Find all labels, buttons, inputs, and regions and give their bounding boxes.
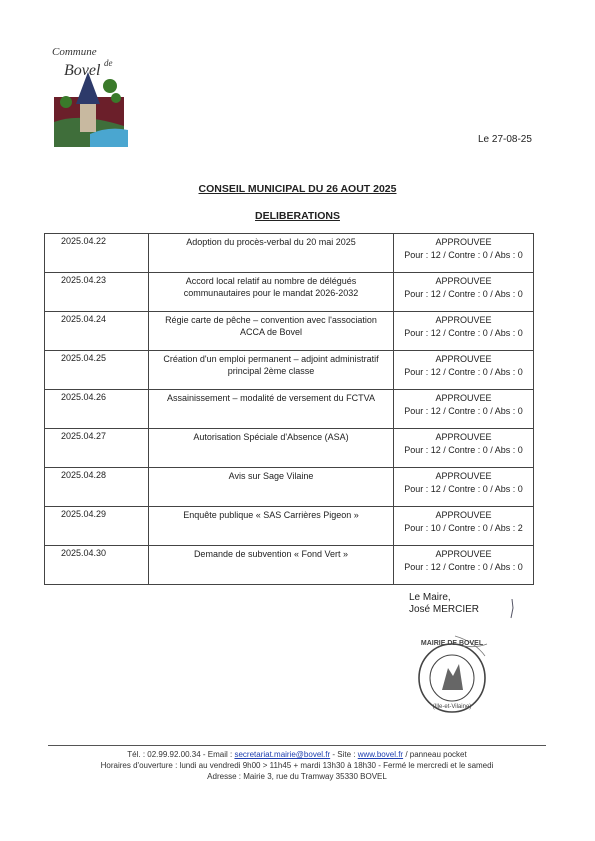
result-status: APPROUVEE <box>435 432 492 442</box>
deliberation-result <box>394 312 534 351</box>
logo-text-bovel: Bovel <box>64 62 101 79</box>
table-row <box>45 312 534 351</box>
deliberation-number: 2025.04.28 <box>45 468 149 507</box>
deliberation-number: 2025.04.24 <box>45 312 149 351</box>
deliberation-subject: Assainissement – modalité de versement du FCTVA <box>149 390 394 429</box>
logo-text-commune: Commune <box>52 46 97 58</box>
deliberation-result <box>394 429 534 468</box>
deliberation-number: 2025.04.29 <box>45 507 149 546</box>
stamp-text-bottom: (Ille-et-Vilaine) <box>432 704 472 710</box>
deliberation-subject: Régie carte de pêche – convention avec l'association ACCA de Bovel <box>149 312 394 351</box>
footer-email-link[interactable]: secretariat.mairie@bovel.fr <box>234 750 331 759</box>
table-row <box>45 468 534 507</box>
result-status: APPROUVEE <box>435 276 492 286</box>
result-status: APPROUVEE <box>435 354 492 364</box>
result-votes: Pour : 10 / Contre : 0 / Abs : 2 <box>404 523 523 533</box>
result-votes: Pour : 12 / Contre : 0 / Abs : 0 <box>404 484 523 494</box>
deliberation-number: 2025.04.23 <box>45 273 149 312</box>
deliberation-number: 2025.04.25 <box>45 351 149 390</box>
deliberation-subject: Adoption du procès-verbal du 20 mai 2025 <box>149 234 394 273</box>
table-row <box>45 429 534 468</box>
footer-address: Adresse : Mairie 3, rue du Tramway 35330 BOVEL <box>207 772 387 781</box>
result-votes: Pour : 12 / Contre : 0 / Abs : 0 <box>404 562 523 572</box>
table-row <box>45 351 534 390</box>
page-title: CONSEIL MUNICIPAL DU 26 AOUT 2025 <box>198 183 397 195</box>
result-votes: Pour : 12 / Contre : 0 / Abs : 0 <box>404 367 523 377</box>
deliberation-result <box>394 351 534 390</box>
result-status: APPROUVEE <box>435 510 492 520</box>
result-votes: Pour : 12 / Contre : 0 / Abs : 0 <box>404 445 523 455</box>
deliberation-result <box>394 546 534 585</box>
table-row <box>45 234 534 273</box>
logo-text-de: de <box>104 58 113 68</box>
signature-mark <box>508 598 516 620</box>
footer-hours: Horaires d'ouverture : lundi au vendredi 9h00 > 11h45 + mardi 13h30 à 18h30 - Fermé le mercredi et le samedi <box>100 761 494 770</box>
deliberation-result <box>394 507 534 546</box>
footer-site-label: - Site : <box>330 750 358 759</box>
result-status: APPROUVEE <box>435 237 492 247</box>
result-status: APPROUVEE <box>435 471 492 481</box>
deliberation-result <box>394 468 534 507</box>
signer-name: José MERCIER <box>409 604 480 615</box>
deliberation-subject: Demande de subvention « Fond Vert » <box>149 546 394 585</box>
deliberation-result <box>394 390 534 429</box>
table-row <box>45 273 534 312</box>
section-title: DELIBERATIONS <box>255 210 340 222</box>
deliberation-number: 2025.04.26 <box>45 390 149 429</box>
deliberation-number: 2025.04.22 <box>45 234 149 273</box>
deliberation-subject: Avis sur Sage Vilaine <box>149 468 394 507</box>
table-row <box>45 546 534 585</box>
footer-site-suffix: / panneau pocket <box>403 750 467 759</box>
deliberation-result <box>394 234 534 273</box>
result-votes: Pour : 12 / Contre : 0 / Abs : 0 <box>404 250 523 260</box>
deliberation-subject: Accord local relatif au nombre de délégués communautaires pour le mandat 2026-2032 <box>149 273 394 312</box>
deliberation-subject: Enquête publique « SAS Carrières Pigeon » <box>149 507 394 546</box>
deliberation-subject: Autorisation Spéciale d'Absence (ASA) <box>149 429 394 468</box>
deliberations-table <box>44 233 534 585</box>
footer-tel: Tél. : 02.99.92.00.34 - Email : <box>127 750 235 759</box>
deliberation-number: 2025.04.27 <box>45 429 149 468</box>
result-status: APPROUVEE <box>435 393 492 403</box>
stamp-text-top: MAIRIE DE BOVEL <box>420 640 484 647</box>
signature-block <box>409 592 479 616</box>
result-status: APPROUVEE <box>435 315 492 325</box>
deliberation-result <box>394 273 534 312</box>
footer-contact <box>48 750 546 759</box>
footer-divider <box>48 745 546 746</box>
table-row <box>45 507 534 546</box>
deliberation-number: 2025.04.30 <box>45 546 149 585</box>
signer-role: Le Maire, <box>409 592 451 603</box>
result-status: APPROUVEE <box>435 549 492 559</box>
document-date: Le 27-08-25 <box>478 134 532 145</box>
table-row <box>45 390 534 429</box>
commune-logo <box>50 42 132 150</box>
deliberation-subject: Création d'un emploi permanent – adjoint administratif principal 2ème classe <box>149 351 394 390</box>
result-votes: Pour : 12 / Contre : 0 / Abs : 0 <box>404 289 523 299</box>
result-votes: Pour : 12 / Contre : 0 / Abs : 0 <box>404 406 523 416</box>
footer-site-link[interactable]: www.bovel.fr <box>357 750 404 759</box>
logo-emblem <box>50 42 132 150</box>
result-votes: Pour : 12 / Contre : 0 / Abs : 0 <box>404 328 523 338</box>
